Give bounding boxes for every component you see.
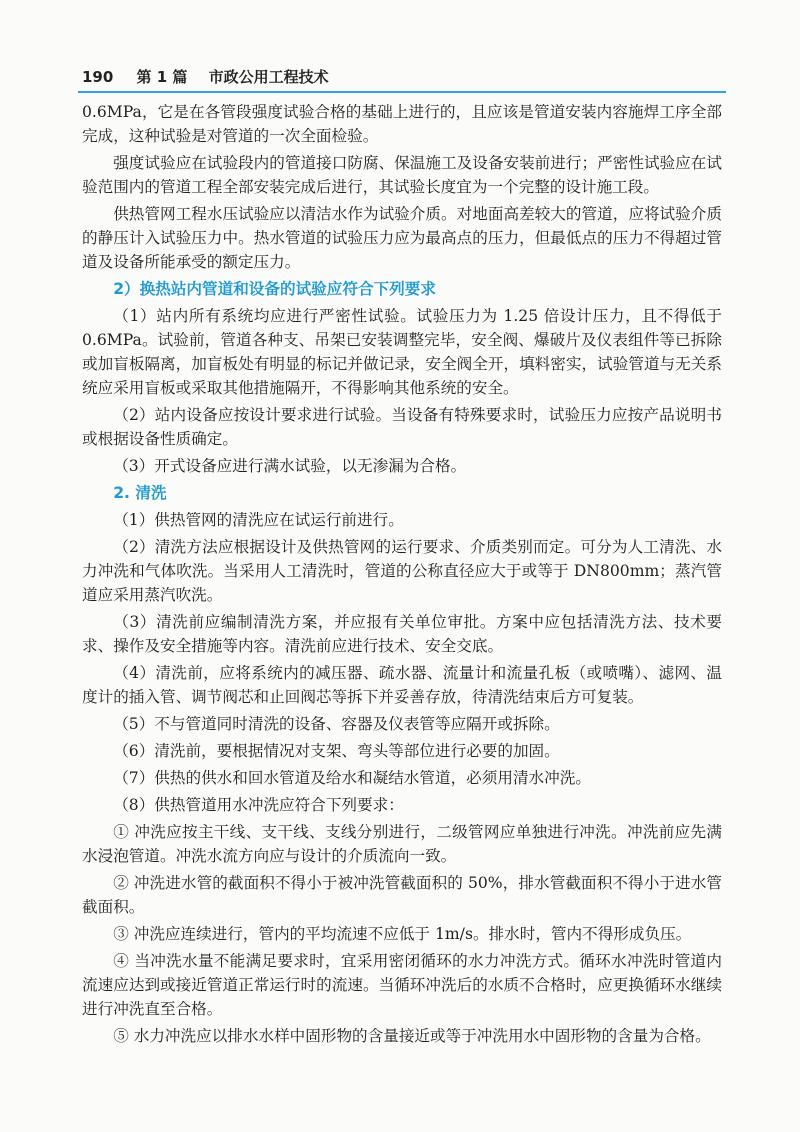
paragraph: （2）站内设备应按设计要求进行试验。当设备有特殊要求时，试验压力应按产品说明书或根据设备性质确定。: [82, 406, 722, 448]
paragraph: （7）供热的供水和回水管道及给水和凝结水管道，必须用清水冲洗。: [113, 769, 591, 787]
paragraph: ⑤ 水力冲洗应以排水水样中固形物的含量接近或等于冲洗用水中固形物的含量为合格。: [113, 1027, 711, 1045]
paragraph: （8）供热管道用水冲洗应符合下列要求：: [113, 796, 404, 814]
book-title: 市政公用工程技术: [208, 68, 329, 86]
paragraph: ① 冲洗应按主干线、支干线、支线分别进行，二级管网应单独进行冲洗。冲洗前应先满水浸泡管道。冲洗水流方向应与设计的介质流向一致。: [82, 823, 722, 865]
paragraph: 供热管网工程水压试验应以清洁水作为试验介质。对地面高差较大的管道，应将试验介质的静压计入试验压力中。热水管道的试验压力应为最高点的压力，但最低点的压力不得超过管道及设备所能承受的额定压力。: [82, 205, 722, 271]
part-label: 第 1 篇: [136, 68, 188, 86]
paragraph: 强度试验应在试验段内的管道接口防腐、保温施工及设备安装前进行；严密性试验应在试验范围内的管道工程全部安装完成后进行，其试验长度宜为一个完整的设计施工段。: [82, 154, 722, 196]
header-rule: [78, 91, 726, 93]
paragraph: （4）清洗前，应将系统内的减压器、疏水器、流量计和流量孔板（或喷嘴）、滤网、温度计的插入管、调节阀芯和止回阀芯等拆下并妥善存放，待清洗结束后方可复装。: [82, 664, 722, 706]
section-heading: 2. 清洗: [113, 484, 167, 502]
paragraph: 0.6MPa，它是在各管段强度试验合格的基础上进行的，且应该是管道安装内容施焊工序全部完成，这种试验是对管道的一次全面检验。: [82, 103, 722, 145]
paragraph: ③ 冲洗应连续进行，管内的平均流速不应低于 1m/s。排水时，管内不得形成负压。: [113, 925, 692, 943]
paragraph: （3）清洗前应编制清洗方案，并应报有关单位审批。方案中应包括清洗方法、技术要求、操作及安全措施等内容。清洗前应进行技术、安全交底。: [82, 613, 722, 655]
paragraph: ② 冲洗进水管的截面积不得小于被冲洗管截面积的 50%，排水管截面积不得小于进水管截面积。: [82, 874, 722, 916]
page-body: [82, 100, 722, 1051]
paragraph: （1）供热管网的清洗应在试运行前进行。: [113, 511, 404, 529]
paragraph: （1）站内所有系统均应进行严密性试验。试验压力为 1.25 倍设计压力，且不得低于 0.6MPa。试验前，管道各种支、吊架已安装调整完毕，安全阀、爆破片及仪表组件等已拆除或加盲板隔离，加盲板处有明显的标记并做记录，安全阀全开，填料密实，试验管道与无关系统应采用盲板或采取其他措施隔开，不得影响其他系统的安全。: [82, 307, 722, 397]
page-header: [82, 66, 329, 87]
paragraph: （3）开式设备应进行满水试验，以无渗漏为合格。: [113, 457, 467, 475]
paragraph: （2）清洗方法应根据设计及供热管网的运行要求、介质类别而定。可分为人工清洗、水力冲洗和气体吹洗。当采用人工清洗时，管道的公称直径应大于或等于 DN800mm；蒸汽管道应采用蒸汽吹洗。: [82, 538, 722, 604]
paragraph: ④ 当冲洗水量不能满足要求时，宜采用密闭循环的水力冲洗方式。循环水冲洗时管道内流速应达到或接近管道正常运行时的流速。当循环冲洗后的水质不合格时，应更换循环水继续进行冲洗直至合格。: [82, 952, 722, 1018]
paragraph: （5）不与管道同时清洗的设备、容器及仪表管等应隔开或拆除。: [113, 715, 560, 733]
paragraph: （6）清洗前，要根据情况对支架、弯头等部位进行必要的加固。: [113, 742, 560, 760]
section-heading: 2）换热站内管道和设备的试验应符合下列要求: [113, 280, 436, 298]
page-number: 190: [82, 68, 114, 86]
